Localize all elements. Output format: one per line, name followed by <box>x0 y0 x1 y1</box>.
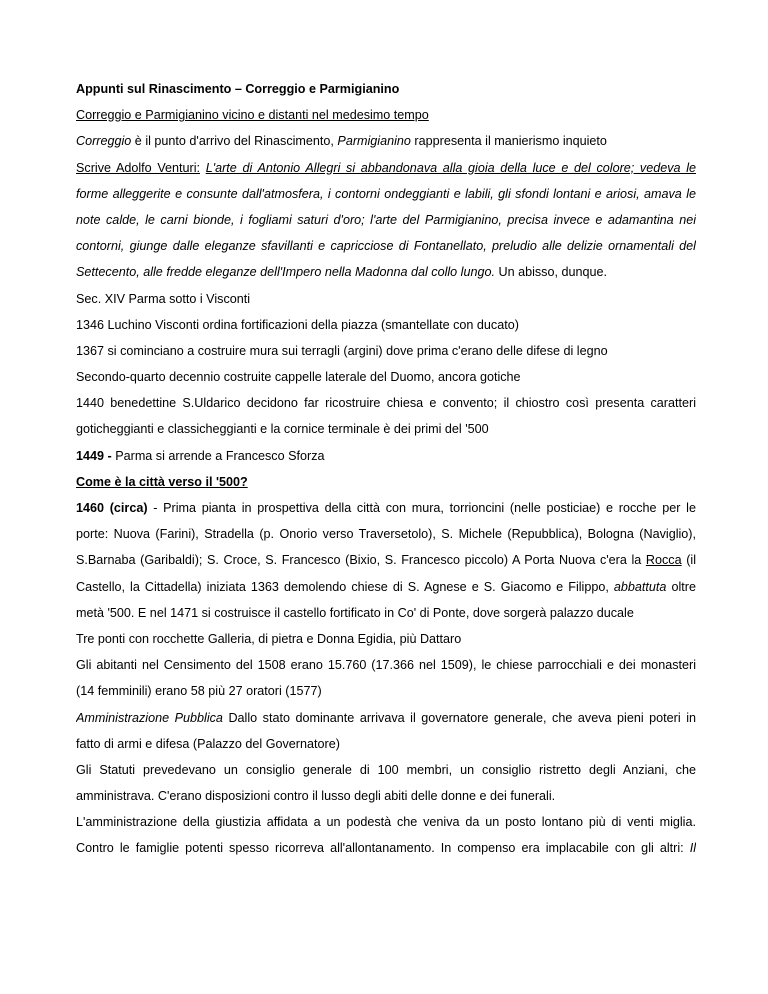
statuti-line-2: amministrava. C'erano disposizioni contro il lusso degli abiti delle donne e dei funerali. <box>76 789 556 804</box>
year-1449-text: Parma si arrende a Francesco Sforza <box>111 448 325 463</box>
year-1440-line-1: 1440 benedettine S.Uldarico decidono far ricostruire chiesa e convento; il chiostro così presenta caratteri <box>76 396 696 411</box>
quote-line-5 <box>76 265 696 291</box>
year-1460-line-5: metà '500. E nel 1471 si costruisce il castello fortificato in Co' di Ponte, dove sorgerà palazzo ducale <box>76 605 634 620</box>
year-1449-line <box>76 449 696 475</box>
year-1460-line-2: porte: Nuova (Farini), Stradella (p. Onorio verso Traversetolo), S. Michele (Repubblica), Bologna (Naviglio), <box>76 527 696 542</box>
year-1367-line: 1367 si cominciano a costruire mura sui terragli (argini) dove prima c'erano delle difese di legno <box>76 343 608 358</box>
p1-text-1: è il punto d'arrivo del Rinascimento, <box>131 134 338 149</box>
year-1449: 1449 - <box>76 448 112 463</box>
year-1460-line-4 <box>76 580 696 606</box>
l3-text-a: S.Barnaba (Garibaldi); S. Croce, S. Francesco (Bixio, S. Francesco piccolo) A Porta Nuova c'era la <box>76 553 646 568</box>
quote-author: Scrive Adolfo Venturi: <box>76 160 201 175</box>
l4-text-a: Castello, la Cittadella) iniziata 1363 demolendo chiese di S. Agnese e S. Giacomo e Filippo, <box>76 579 614 594</box>
quote-line-2: forme alleggerite e consunte dall'atmosfera, i contorni ondeggianti e labili, gli sfondi lontani e ariosi, amava le <box>76 186 696 201</box>
giustizia-line-1: L'amministrazione della giustizia affidata a un podestà che veniva da un posto lontano più di venti miglia. <box>76 815 696 830</box>
giustizia-line-2 <box>76 841 696 867</box>
amministrazione-line-2: fatto di armi e difesa (Palazzo del Governatore) <box>76 736 340 751</box>
year-1460-line-3 <box>76 553 696 579</box>
p1-text-2: rappresenta il manierismo inquieto <box>410 134 607 149</box>
rocca-term: Rocca <box>645 553 682 568</box>
quote-line-4: contorni, giunge dalle eleganze sfavillanti e capricciose di Fontanellato, preludio alle delizie ornamentali del <box>76 239 696 254</box>
section-heading-500: Come è la città verso il '500? <box>76 474 248 489</box>
l3-text-b: (il <box>681 553 696 568</box>
giustizia-italic: Il <box>689 841 696 856</box>
secondo-quarto-line: Secondo-quarto decennio costruite cappelle laterale del Duomo, ancora gotiche <box>76 370 521 385</box>
abitanti-line-1: Gli abitanti nel Censimento del 1508 erano 15.760 (17.366 nel 1509), le chiese parrocchiali e dei monasteri <box>76 658 696 673</box>
paragraph-correggio-parmigianino <box>76 134 696 160</box>
giustizia-text: Contro le famiglie potenti spesso ricorreva all'allontanamento. In compenso era implacabile con gli altri: <box>76 841 690 856</box>
quote-line-3: note calde, le carni bionde, i fogliami saturi d'oro; l'arte del Parmigianino, precisa invece e adamantina nei <box>76 212 696 227</box>
year-1440-line-2: goticheggianti e classicheggianti e la cornice terminale è dei primi del '500 <box>76 422 489 437</box>
abitanti-line-2: (14 femminili) erano 58 più 27 oratori (1577) <box>76 684 322 699</box>
quote-text-end: Settecento, alle fredde eleganze dell'Impero nella Madonna dal collo lungo. <box>76 265 495 280</box>
amministrazione-line-1 <box>76 711 696 737</box>
year-1460: 1460 (circa) <box>76 501 148 515</box>
amministrazione-text: Dallo stato dominante arrivava il governatore generale, che aveva pieni poteri in <box>222 710 696 725</box>
quote-text-start: L'arte di Antonio Allegri si abbandonava alla gioia della luce e del colore; vedeva le <box>205 160 696 175</box>
l4-text-b: oltre <box>666 579 696 594</box>
ponti-line: Tre ponti con rocchette Galleria, di pietra e Donna Egidia, più Dattaro <box>76 631 462 646</box>
year-1460-line-1 <box>76 501 696 527</box>
quote-comment: Un abisso, dunque. <box>494 265 608 280</box>
quote-line-1 <box>76 161 696 187</box>
parmigianino-name: Parmigianino <box>337 134 411 149</box>
correggio-name: Correggio <box>76 134 132 149</box>
document-title: Appunti sul Rinascimento – Correggio e Parmigianino <box>76 82 400 96</box>
amministrazione-label: Amministrazione Pubblica <box>76 710 223 725</box>
year-1460-text: - Prima pianta in prospettiva della città con mura, torrioncini (nelle posticiae) e rocche per le <box>147 501 696 515</box>
document-page <box>76 82 696 868</box>
sec-xiv-line: Sec. XIV Parma sotto i Visconti <box>76 291 251 306</box>
abbattuta-term: abbattuta <box>613 579 667 594</box>
year-1346-line: 1346 Luchino Visconti ordina fortificazioni della piazza (smantellate con ducato) <box>76 317 519 332</box>
subtitle: Correggio e Parmigianino vicino e distanti nel medesimo tempo <box>76 108 429 123</box>
statuti-line-1: Gli Statuti prevedevano un consiglio generale di 100 membri, un consiglio ristretto degli Anziani, che <box>76 762 696 777</box>
